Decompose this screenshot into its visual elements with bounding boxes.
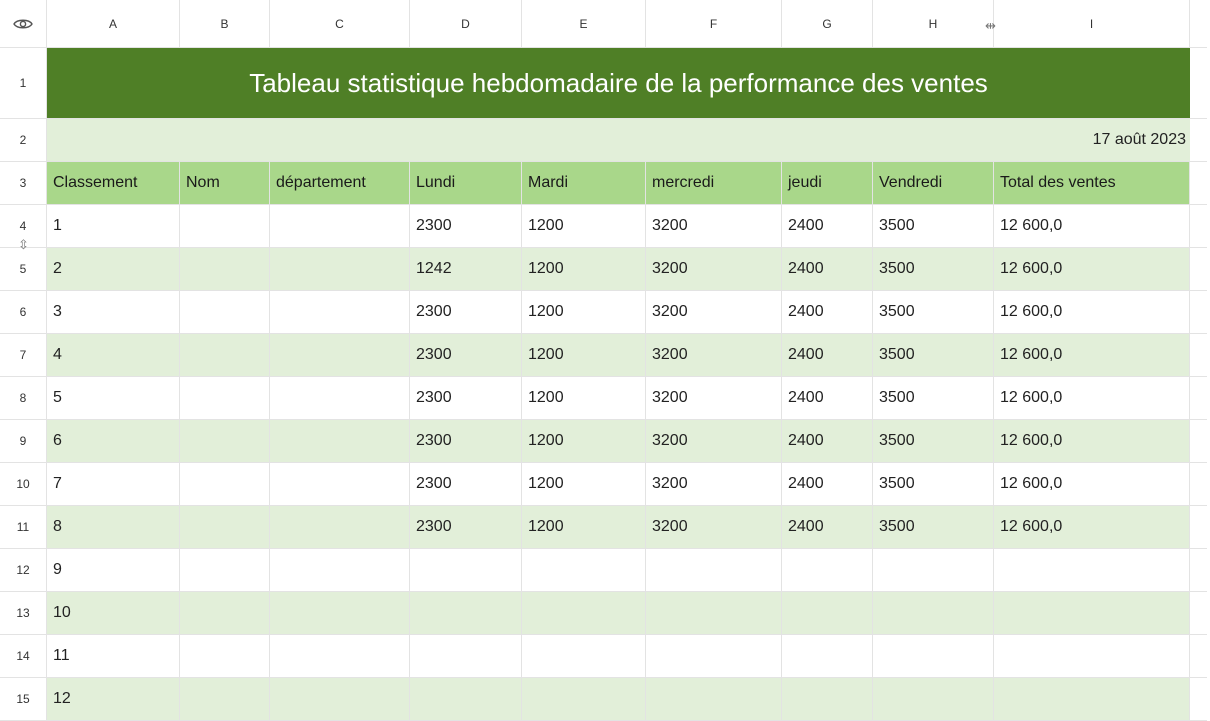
- column-header-d[interactable]: D: [410, 0, 522, 48]
- table-cell[interactable]: 3500: [873, 334, 994, 377]
- table-cell[interactable]: 1242: [410, 248, 522, 291]
- table-cell[interactable]: 1200: [522, 291, 646, 334]
- table-cell[interactable]: 3: [47, 291, 180, 334]
- grid-filler: [1190, 549, 1207, 592]
- table-cell[interactable]: 2300: [410, 205, 522, 248]
- table-cell[interactable]: 12 600,0: [994, 205, 1190, 248]
- table-cell[interactable]: 3500: [873, 506, 994, 549]
- table-cell[interactable]: 12 600,0: [994, 420, 1190, 463]
- table-cell[interactable]: [270, 291, 410, 334]
- header-cell-vendredi[interactable]: Vendredi: [873, 162, 994, 205]
- table-cell[interactable]: [522, 592, 646, 635]
- table-cell[interactable]: 7: [47, 463, 180, 506]
- table-cell[interactable]: 1200: [522, 506, 646, 549]
- column-header-b[interactable]: B: [180, 0, 270, 48]
- row-header[interactable]: 15: [0, 678, 47, 721]
- table-cell[interactable]: [270, 549, 410, 592]
- grid-filler: [1190, 0, 1207, 48]
- grid-filler: [1190, 162, 1207, 205]
- grid-filler: [1190, 678, 1207, 721]
- table-cell[interactable]: 3500: [873, 463, 994, 506]
- table-cell[interactable]: [782, 592, 873, 635]
- table-cell[interactable]: 1200: [522, 334, 646, 377]
- header-cell-total[interactable]: Total des ventes: [994, 162, 1190, 205]
- table-cell[interactable]: [180, 678, 270, 721]
- column-resize-icon[interactable]: ⇹: [985, 18, 996, 33]
- table-cell[interactable]: [873, 678, 994, 721]
- sheet-title[interactable]: Tableau statistique hebdomadaire de la performance des ventes: [47, 48, 1190, 119]
- table-cell[interactable]: 12: [47, 678, 180, 721]
- table-cell[interactable]: 3200: [646, 420, 782, 463]
- table-cell[interactable]: 2300: [410, 463, 522, 506]
- table-cell[interactable]: 2400: [782, 248, 873, 291]
- table-cell[interactable]: [180, 420, 270, 463]
- table-cell[interactable]: [180, 506, 270, 549]
- table-cell[interactable]: [522, 635, 646, 678]
- header-cell-classement[interactable]: Classement: [47, 162, 180, 205]
- table-cell[interactable]: [782, 549, 873, 592]
- table-cell[interactable]: 1200: [522, 463, 646, 506]
- table-cell[interactable]: [410, 635, 522, 678]
- row-header[interactable]: 3: [0, 162, 47, 205]
- table-cell[interactable]: 12 600,0: [994, 334, 1190, 377]
- eye-icon[interactable]: [0, 0, 47, 48]
- grid-filler: [1190, 48, 1207, 119]
- column-header-i[interactable]: I: [994, 0, 1190, 48]
- table-cell[interactable]: [646, 549, 782, 592]
- table-cell[interactable]: [270, 506, 410, 549]
- table-cell[interactable]: 2400: [782, 205, 873, 248]
- table-cell[interactable]: [180, 463, 270, 506]
- table-cell[interactable]: [270, 463, 410, 506]
- table-cell[interactable]: 3200: [646, 463, 782, 506]
- table-cell[interactable]: 1200: [522, 205, 646, 248]
- table-cell[interactable]: 11: [47, 635, 180, 678]
- table-cell[interactable]: [782, 678, 873, 721]
- table-cell[interactable]: [646, 635, 782, 678]
- table-cell[interactable]: 3500: [873, 377, 994, 420]
- grid-filler: [1190, 248, 1207, 291]
- table-cell[interactable]: 12 600,0: [994, 506, 1190, 549]
- table-cell[interactable]: 1: [47, 205, 180, 248]
- table-cell[interactable]: 1200: [522, 420, 646, 463]
- table-cell[interactable]: [410, 592, 522, 635]
- grid-filler: [1190, 635, 1207, 678]
- table-cell[interactable]: 2400: [782, 506, 873, 549]
- grid-filler: [1190, 119, 1207, 162]
- column-header-f[interactable]: F: [646, 0, 782, 48]
- header-cell-mardi[interactable]: Mardi: [522, 162, 646, 205]
- table-cell[interactable]: 2400: [782, 420, 873, 463]
- table-cell[interactable]: 8: [47, 506, 180, 549]
- table-cell[interactable]: 12 600,0: [994, 291, 1190, 334]
- table-cell[interactable]: 9: [47, 549, 180, 592]
- header-cell-departement[interactable]: département: [270, 162, 410, 205]
- table-cell[interactable]: 12 600,0: [994, 248, 1190, 291]
- table-cell[interactable]: 2400: [782, 291, 873, 334]
- table-cell[interactable]: [180, 248, 270, 291]
- table-cell[interactable]: 2400: [782, 334, 873, 377]
- table-cell[interactable]: 3200: [646, 506, 782, 549]
- table-cell[interactable]: [994, 635, 1190, 678]
- grid-filler: [1190, 506, 1207, 549]
- table-cell[interactable]: [180, 635, 270, 678]
- table-cell[interactable]: 3200: [646, 334, 782, 377]
- table-cell[interactable]: 12 600,0: [994, 377, 1190, 420]
- table-cell[interactable]: [180, 291, 270, 334]
- table-cell[interactable]: [270, 205, 410, 248]
- table-cell[interactable]: 2300: [410, 291, 522, 334]
- table-cell[interactable]: [270, 334, 410, 377]
- table-cell[interactable]: [180, 205, 270, 248]
- table-cell[interactable]: [873, 635, 994, 678]
- table-cell[interactable]: [270, 592, 410, 635]
- table-cell[interactable]: 6: [47, 420, 180, 463]
- table-cell[interactable]: 3500: [873, 420, 994, 463]
- row-header[interactable]: 12: [0, 549, 47, 592]
- table-cell[interactable]: 12 600,0: [994, 463, 1190, 506]
- row-header[interactable]: 4: [0, 205, 47, 248]
- header-cell-mercredi[interactable]: mercredi: [646, 162, 782, 205]
- table-cell[interactable]: [270, 248, 410, 291]
- table-cell[interactable]: 1200: [522, 377, 646, 420]
- column-header-g[interactable]: G: [782, 0, 873, 48]
- row-header[interactable]: 1: [0, 48, 47, 119]
- table-cell[interactable]: [782, 635, 873, 678]
- table-cell[interactable]: 2400: [782, 377, 873, 420]
- table-cell[interactable]: 3500: [873, 248, 994, 291]
- header-cell-jeudi[interactable]: jeudi: [782, 162, 873, 205]
- table-cell[interactable]: 4: [47, 334, 180, 377]
- grid-filler: [1190, 205, 1207, 248]
- table-cell[interactable]: [180, 334, 270, 377]
- table-cell[interactable]: 3200: [646, 377, 782, 420]
- table-cell[interactable]: 2400: [782, 463, 873, 506]
- table-cell[interactable]: [522, 678, 646, 721]
- table-cell[interactable]: [994, 678, 1190, 721]
- table-cell[interactable]: 3200: [646, 205, 782, 248]
- table-cell[interactable]: [873, 549, 994, 592]
- table-cell[interactable]: 3200: [646, 248, 782, 291]
- table-cell[interactable]: [180, 377, 270, 420]
- header-cell-nom[interactable]: Nom: [180, 162, 270, 205]
- grid-filler: [1190, 592, 1207, 635]
- table-cell[interactable]: 3200: [646, 291, 782, 334]
- column-header-e[interactable]: E: [522, 0, 646, 48]
- report-date[interactable]: 17 août 2023: [47, 119, 1190, 162]
- table-cell[interactable]: [994, 592, 1190, 635]
- table-cell[interactable]: [180, 592, 270, 635]
- column-header-a[interactable]: A: [47, 0, 180, 48]
- table-cell[interactable]: 10: [47, 592, 180, 635]
- row-header[interactable]: 8: [0, 377, 47, 420]
- table-cell[interactable]: 3500: [873, 205, 994, 248]
- table-cell[interactable]: [646, 678, 782, 721]
- table-cell[interactable]: [410, 549, 522, 592]
- row-header[interactable]: 14: [0, 635, 47, 678]
- table-cell[interactable]: [270, 678, 410, 721]
- table-cell[interactable]: 2300: [410, 506, 522, 549]
- row-header[interactable]: 10: [0, 463, 47, 506]
- grid-filler: [1190, 377, 1207, 420]
- table-cell[interactable]: [270, 420, 410, 463]
- table-cell[interactable]: 2300: [410, 334, 522, 377]
- row-header[interactable]: 9: [0, 420, 47, 463]
- table-cell[interactable]: [994, 549, 1190, 592]
- grid-filler: [1190, 334, 1207, 377]
- grid-filler: [1190, 420, 1207, 463]
- table-cell[interactable]: 3500: [873, 291, 994, 334]
- table-cell[interactable]: 2300: [410, 377, 522, 420]
- table-cell[interactable]: [873, 592, 994, 635]
- table-cell[interactable]: 5: [47, 377, 180, 420]
- table-cell[interactable]: [180, 549, 270, 592]
- table-cell[interactable]: [270, 635, 410, 678]
- grid-filler: [1190, 463, 1207, 506]
- header-cell-lundi[interactable]: Lundi: [410, 162, 522, 205]
- table-cell[interactable]: 2300: [410, 420, 522, 463]
- table-cell[interactable]: [646, 592, 782, 635]
- row-header[interactable]: 11: [0, 506, 47, 549]
- row-header[interactable]: 7: [0, 334, 47, 377]
- row-header[interactable]: 2: [0, 119, 47, 162]
- row-resize-icon[interactable]: ⇳: [18, 237, 29, 252]
- row-header[interactable]: 5: [0, 248, 47, 291]
- table-cell[interactable]: 1200: [522, 248, 646, 291]
- table-cell[interactable]: 2: [47, 248, 180, 291]
- table-cell[interactable]: [522, 549, 646, 592]
- grid-filler: [1190, 291, 1207, 334]
- table-cell[interactable]: [410, 678, 522, 721]
- column-header-c[interactable]: C: [270, 0, 410, 48]
- table-cell[interactable]: [270, 377, 410, 420]
- row-header[interactable]: 6: [0, 291, 47, 334]
- row-header[interactable]: 13: [0, 592, 47, 635]
- column-header-h[interactable]: H: [873, 0, 994, 48]
